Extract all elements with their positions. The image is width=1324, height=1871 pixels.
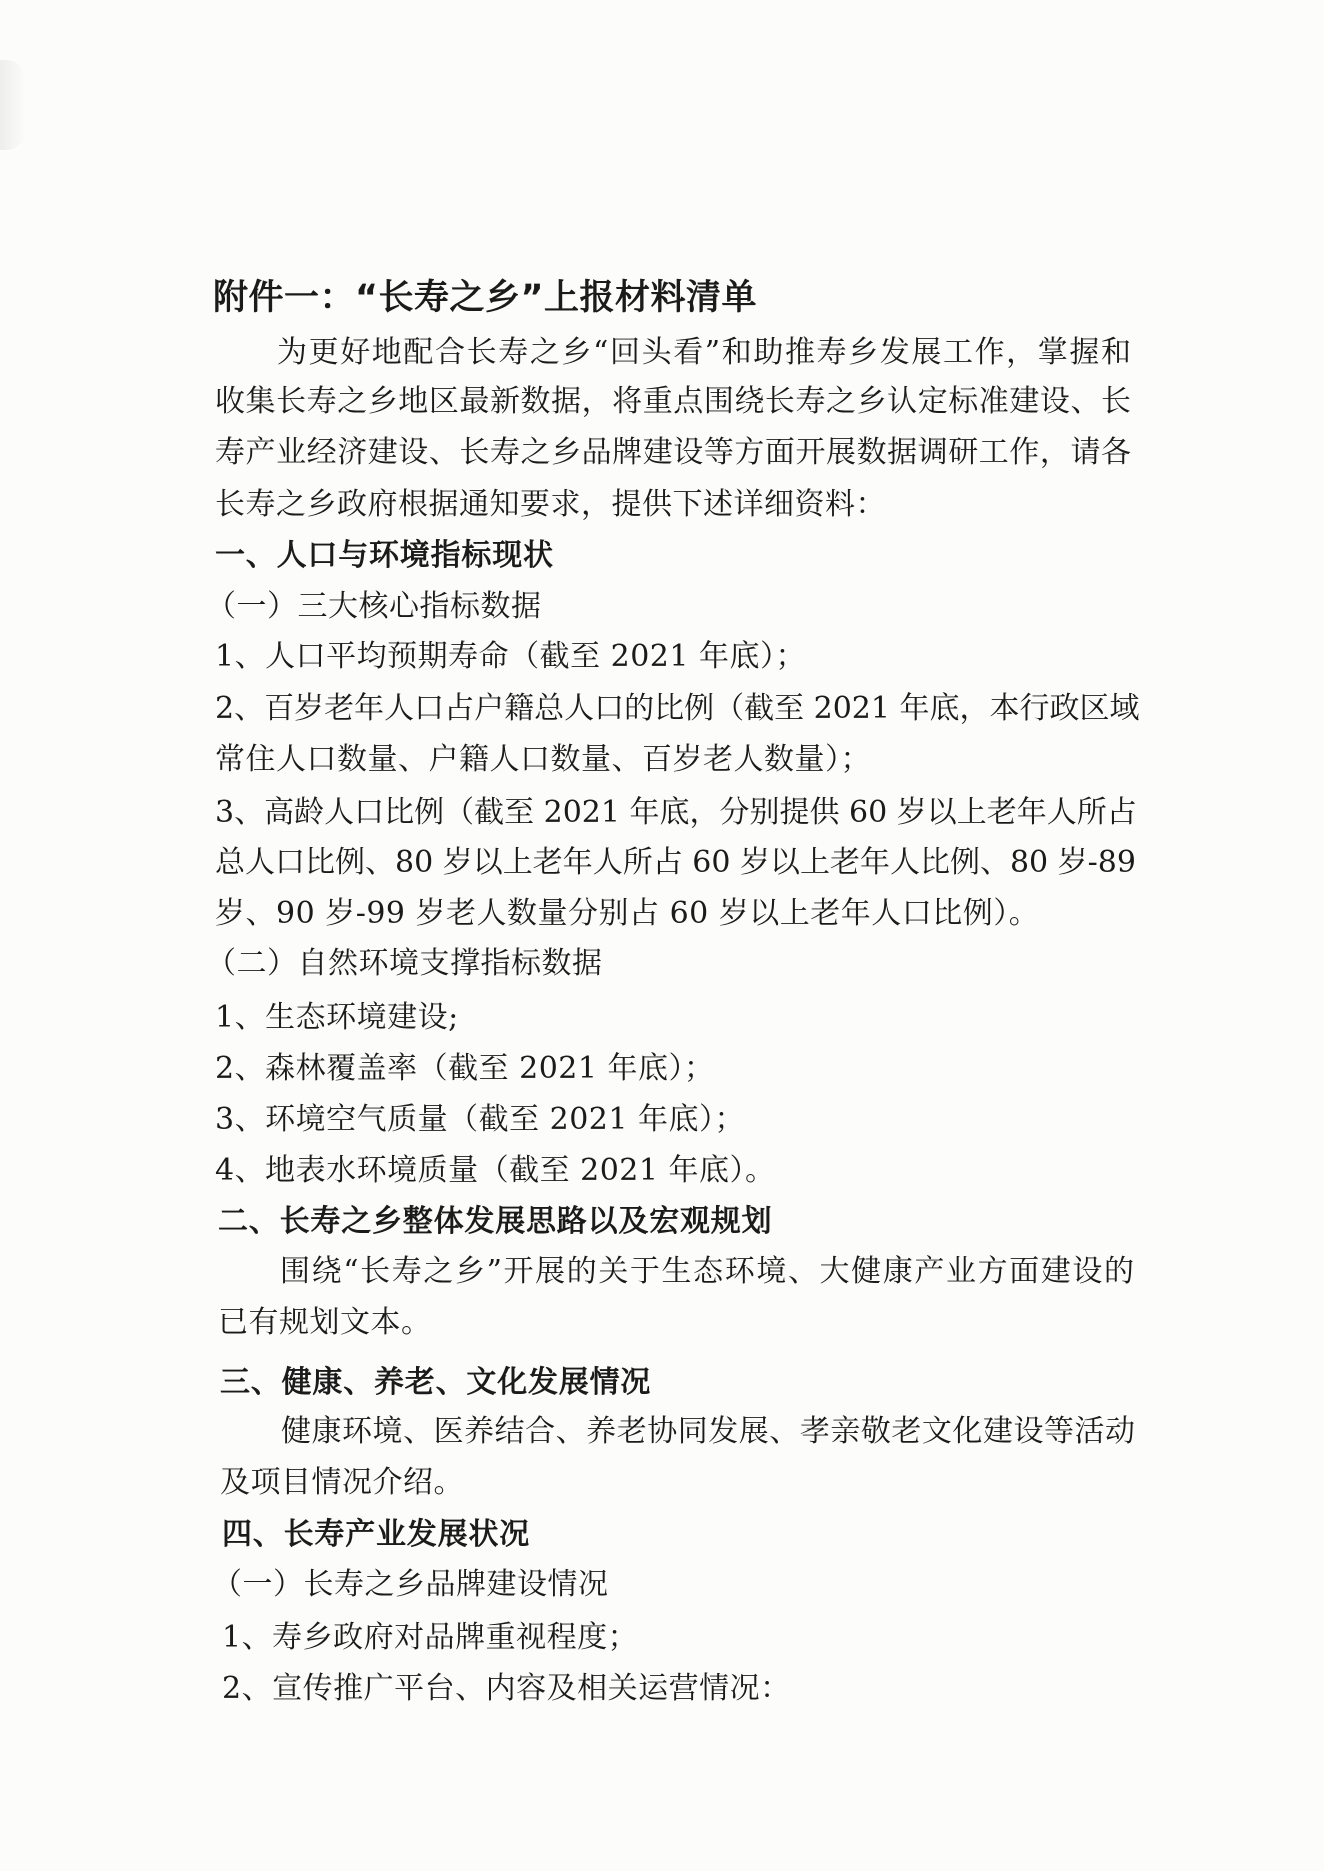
intro-line: 为更好地配合长寿之乡“回头看”和助推寿乡发展工作，掌握和	[277, 335, 1131, 370]
paragraph-line: 健康环境、医养结合、养老协同发展、孝亲敬老文化建设等活动	[281, 1414, 1135, 1449]
list-item-continuation: 总人口比例、80 岁以上老年人所占 60 岁以上老年人比例、80 岁-89	[215, 845, 1136, 880]
intro-line: 长寿之乡政府根据通知要求，提供下述详细资料：	[215, 487, 886, 522]
paragraph-line: 围绕“长寿之乡”开展的关于生态环境、大健康产业方面建设的	[280, 1254, 1134, 1289]
scan-shadow	[0, 60, 26, 150]
subsection-heading: （一）三大核心指标数据	[206, 589, 542, 624]
list-item-continuation: 岁、90 岁-99 岁老人数量分别占 60 岁以上老年人口比例）。	[215, 896, 1040, 931]
list-item: 2、百岁老年人口占户籍总人口的比例（截至 2021 年底，本行政区域	[215, 691, 1140, 726]
list-item: 4、地表水环境质量（截至 2021 年底）。	[215, 1153, 776, 1188]
document-title: 附件一：“长寿之乡”上报材料清单	[213, 278, 758, 318]
list-item: 1、寿乡政府对品牌重视程度；	[222, 1620, 639, 1655]
intro-line: 寿产业经济建设、长寿之乡品牌建设等方面开展数据调研工作，请各	[215, 435, 1131, 470]
list-item: 1、生态环境建设;	[215, 1000, 459, 1035]
list-item-continuation: 常住人口数量、户籍人口数量、百岁老人数量）；	[215, 742, 871, 777]
subsection-heading: （一）长寿之乡品牌建设情况	[212, 1567, 609, 1602]
list-item: 1、人口平均预期寿命（截至 2021 年底）；	[215, 639, 807, 674]
subsection-heading: （二）自然环境支撑指标数据	[206, 946, 603, 981]
section-heading: 四、长寿产业发展状况	[222, 1517, 530, 1552]
list-item: 2、森林覆盖率（截至 2021 年底）；	[215, 1051, 715, 1086]
paragraph-line: 及项目情况介绍。	[220, 1465, 464, 1500]
paragraph-line: 已有规划文本。	[218, 1305, 432, 1340]
section-heading: 三、健康、养老、文化发展情况	[220, 1365, 652, 1400]
intro-line: 收集长寿之乡地区最新数据，将重点围绕长寿之乡认定标准建设、长	[215, 384, 1131, 419]
section-heading: 一、人口与环境指标现状	[215, 538, 554, 573]
list-item: 3、高龄人口比例（截至 2021 年底，分别提供 60 岁以上老年人所占	[215, 795, 1137, 830]
list-item: 2、宣传推广平台、内容及相关运营情况：	[222, 1671, 791, 1706]
list-item: 3、环境空气质量（截至 2021 年底）；	[215, 1102, 746, 1137]
section-heading: 二、长寿之乡整体发展思路以及宏观规划	[218, 1204, 773, 1239]
